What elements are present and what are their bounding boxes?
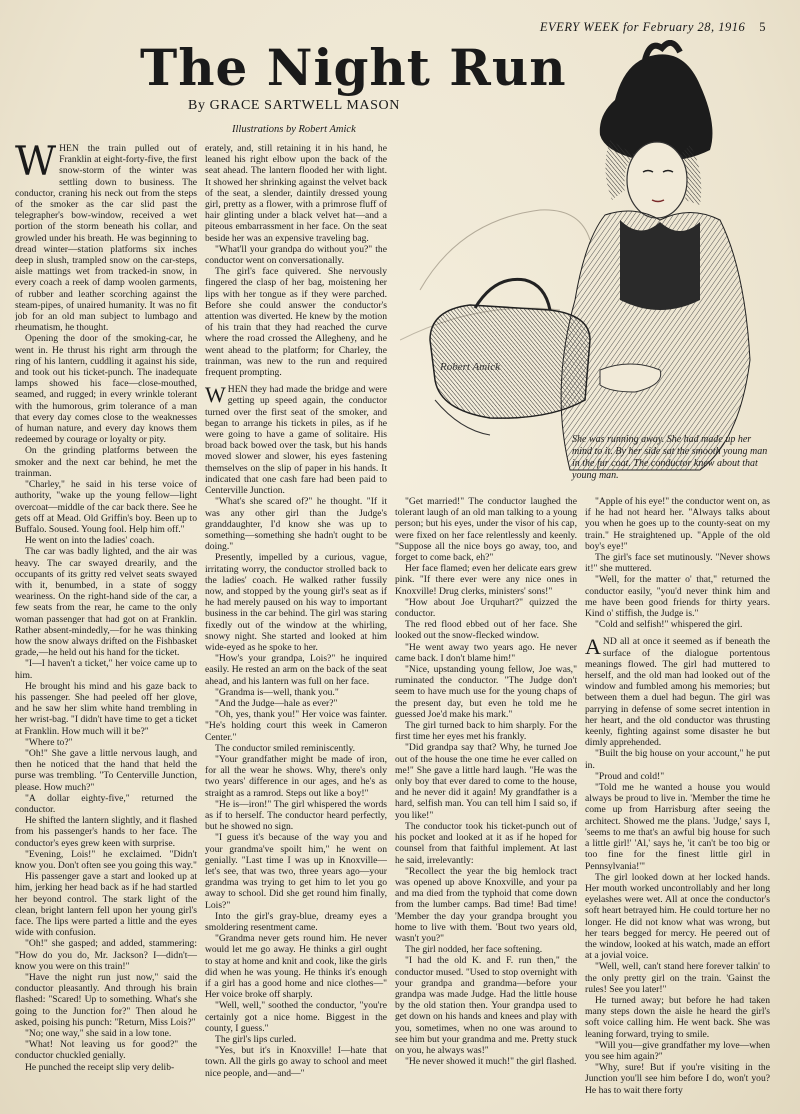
paragraph: "How about Joe Urquhart?" quizzed the conductor.: [395, 596, 577, 620]
paragraph: HEN the train pulled out of Franklin at eight-forty-five, the first snow-storm of the winter was settling down to business. The conductor, craning his neck out from the steps of the smoker as the car slid past the telegrapher's bow-window, received a wet portion of the storm beneath his collar, and growled under his breath. He was beginning to dread winter—station platforms six inches deep in slush, trampled snow on the car-steps, aisle mattings wet from tracked-in snow, in every coach a reek of damp woolen garments, of rubber and leather scorching against the steam-pipes, of unaired humanity. It was no fit job for an old man subject to lumbago and rheumatism, he thought.: [15, 143, 197, 334]
paragraph: "I—I haven't a ticket," her voice came up to him.: [15, 658, 197, 681]
paragraph: "A dollar eighty-five," returned the conductor.: [15, 792, 197, 815]
artist-signature: Robert Amick: [440, 361, 500, 373]
column-4: [585, 496, 770, 1101]
paragraph: The girl nodded, her face softening.: [405, 944, 543, 956]
running-header: [540, 20, 766, 35]
illustration-caption: She was running away. She had made up her mind to it. By her side sat the smooth young man in the fur coat. The conductor knew about that young man.: [572, 434, 768, 481]
header-text: EVERY WEEK for February 28, 1916: [539, 20, 746, 34]
paragraph: "Built the big house on your account," he put in.: [585, 748, 770, 771]
paragraph: "Did grandpa say that? Why, he turned Joe out of the house the one time he ever called on me!" She gave a little hard laugh. "He was the only boy that ever dared to come to the house, and he never did it again! My grandfather is a hard, selfish man. You can tell him I said so, if you like!": [395, 742, 577, 821]
paragraph: "Well, well," soothed the conductor, "you're certainly got a nice home. Biggest in the county, I guess.": [205, 1000, 387, 1034]
paragraph: "Why, sure! But if you're visiting in the Junction you'll see him before I do, won't you? He has to wait there forty: [585, 1062, 770, 1096]
section-drop-cap: W: [205, 382, 226, 408]
paragraph: ND all at once it seemed as if beneath the surface of the dialogue portentous meanings flowed. The girl had muttered to herself, and the old man had looked out of the window and fumbled among his memories; but between them a duel had begun. The girl was parrying in defense of some secret intention in her heart, and the old conductor was thrusting keenly, fighting against some disaster he but dimly apprehended.: [585, 636, 770, 749]
paragraph: Opening the door of the smoking-car, he went in. He thrust his right arm through the ring of his lantern, cuddling it against his side, and took out his ticket-punch. The inadequate lamps showed his face—close-mouthed, seamed, and rugged; in every wrinkle tolerant with the humorous, grim tolerance of a man that every day comes close to the weaknesses of human nature, and every day knows them redeemed by courage or loyalty or pity.: [15, 333, 197, 446]
paragraph: "And the Judge—hale as ever?": [215, 697, 338, 709]
paragraph: The red flood ebbed out of her face. She looked out the snow-flecked window.: [395, 619, 577, 642]
paragraph: "I guess it's because of the way you and your grandma've spoilt him," he went on genially. "Last time I was up in Knoxville—let's see, that was two, three years ago—your grandma was trying to get him to let you go away to school. Did she get round him finally, Lois?": [205, 832, 387, 911]
paragraph: "Where to?": [25, 736, 73, 748]
paragraph: The conductor smiled reminiscently.: [215, 742, 356, 754]
column-1: [15, 143, 197, 1103]
illustration-credit: Illustrations by Robert Amick: [232, 124, 356, 135]
paragraph: The conductor took his ticket-punch out of his pocket and looked at it as if he hoped for counsel from that faithful implement. At last he said, irrelevantly:: [395, 820, 577, 866]
paragraph: "Get married!" The conductor laughed the tolerant laugh of an old man talking to a young person; but his eyes, under the visor of his cap, were fixed on her face relentlessly and keenly. "Suppose all the nice boys go away, too, and forget to come back, eh?": [395, 496, 577, 564]
section-drop-cap: A: [585, 634, 601, 660]
paragraph: "Proud and cold!": [595, 770, 665, 782]
paragraph: "Your grandfather might be made of iron, for all the wear he shows. Why, there's only two years' difference in our ages, and he's as straight as a ramrod. Steps out like a boy!": [205, 753, 387, 799]
paragraph: The girl's face quivered. She nervously fingered the clasp of her bag, moistening her lips with her tongue as if they were parched. Before she could answer the conductor's attention was diverted. He knew by the motion of his train that they had reached the curve where the road crossed the Allegheny, and he went ahead to the platform; for Charley, the trainman, was new to the run and required frequent prompting.: [205, 266, 387, 379]
paragraph: He turned away; but before he had taken many steps down the aisle he heard the girl's soft voice calling him. He went back. She was leaning forward, trying to smile.: [585, 994, 770, 1040]
paragraph: "Nice, upstanding young fellow, Joe was," ruminated the conductor. "The Judge don't seem to have much use for the young chaps of the present day, but even he told me he guessed Joe'd make his mark.": [395, 664, 577, 720]
paragraph: "Apple of his eye!" the conductor went on, as if he had not heard her. "Always talks about you when he goes up to the county-seat on my train." He straightened up. "Apple of the old boy's eye!": [585, 496, 770, 552]
paragraph: erately, and, still retaining it in his hand, he leaned his right elbow upon the back of the seat ahead. The lantern flooded her with light. It showed her shrinking against the velvet back of the seat, a slender, daintily dressed young girl, pretty as a flower, with a primrose fluff of hair glinting under a black velvet hat—and a piteous embarrassment in her face. On the seat beside her was an expensive traveling bag.: [205, 143, 387, 244]
paragraph: "Charley," he said in his terse voice of authority, "wake up the young fellow—light overcoat—middle of the car back there. See he gets off at Mead. Old Griffin's boy. Been up to Buffalo. Soused. Young fool. Help him off.": [15, 479, 197, 535]
paragraph: "I had the old K. and F. run then," the conductor mused. "Used to stop overnight with your grandpa and grandma—before your grandpa was made Judge. Had the little house by the old station then. Your grandpa used to get down on his hands and knees and play with you, sometimes, when no one was around to see him but your grandma and me. Pretty stuck on you, he always was!": [395, 955, 577, 1056]
paragraph: "Yes, but it's in Knoxville! I—hate that town. All the girls go away to school and meet nice people, and—and—": [205, 1045, 387, 1079]
paragraph: "He is—iron!" The girl whispered the words as if to herself. The conductor heard perfectly, but he showed no sign.: [205, 798, 387, 833]
paragraph: He brought his mind and his gaze back to his passenger. She had peeled off her glove, and he saw her slim white hand trembling in her wrist-bag. "I didn't have time to get a ticket at Franklin. How much will it be?": [15, 680, 197, 737]
paragraph: "Recollect the year the big hemlock tract was opened up above Knoxville, and your pa and ma died from the typhoid that come down from the lumber camps. Bad time! Bad time! 'Member the day your grandpa brought you home to live with them. 'Bout two years old, wasn't you?": [395, 865, 577, 944]
paragraph: "Cold and selfish!" whispered the girl.: [595, 619, 743, 631]
paragraph: The car was badly lighted, and the air was heavy. The car swayed drearily, and the occupants of its gritty red velvet seats swayed with it, benumbed, in a state of soggy weariness. On the right-hand side of the car, a few seats from the rear, he came to the only woman passenger that had got on at Franklin. Rather absent-mindedly,—for he was thinking how the snow always drifted on the Fishbasket grade,—he held out his hand for the ticket.: [15, 546, 197, 659]
illustration-woman-in-hat: [400, 40, 760, 480]
paragraph: "Told me he wanted a house you would always be proud to live in. 'Member the time he come up from Harrisburg after seeing the architect. Showed me the plans. 'Judge,' says I, 'seems to me that's an awful big house for such a little girl!' 'Al,' says he, 'it can't be too big or too fine for the finest little girl in Pennsylvania!'": [585, 782, 770, 872]
paragraph: The girl turned back to him sharply. For the first time her eyes met his frankly.: [395, 720, 577, 743]
paragraph: "He went away two years ago. He never came back. I don't blame him!": [395, 641, 577, 664]
paragraph: On the grinding platforms between the smoker and the next car behind, he met the trainman.: [15, 445, 197, 479]
paragraph: Into the girl's gray-blue, dreamy eyes a smoldering resentment came.: [205, 910, 387, 934]
paragraph: "How's your grandpa, Lois?" he inquired easily. He rested an arm on the back of the seat ahead, and his lantern was full on her face.: [205, 653, 387, 687]
paragraph: "Oh!" She gave a little nervous laugh, and then he noticed that the hand that held the purse was trembling. "To Centerville Junction, please. How much?": [15, 747, 197, 793]
paragraph: He shifted the lantern slightly, and it flashed from his passenger's hands to her face. The conductor's eyes grew keen with surprise.: [15, 815, 197, 849]
paragraph: HEN they had made the bridge and were getting up speed again, the conductor turned over the first seat of the smoker, and began to arrange his tickets in piles, as if he were going to have a game of solitaire. His broad back bowed over the task, but his hands moved slower and slower, his eyes fastening themselves on the slip of paper in his hands. It indicated that one cash fare had been paid to Centerville Junction.: [205, 384, 387, 497]
paragraph: "Have the night run just now," said the conductor pleasantly. And through his brain flashed: "Scared! Up to something. What's she going to the Junction for?" Then aloud he asked, poising his punch: "Return, Miss Lois?": [15, 972, 197, 1028]
paragraph: "What's she scared of?" he thought. "If it was any other girl than the Judge's granddaughter, I'd know she was up to something—something she hadn't ought to be doing.": [205, 496, 387, 553]
paragraph: "Oh!" she gasped; and added, stammering: "How do you do, Mr. Jackson? I—didn't—know you were on this train!": [15, 938, 197, 972]
paragraph: "No; one way," she said in a low tone.: [25, 1028, 172, 1040]
drop-cap: W: [15, 143, 57, 185]
paragraph: "Well, well, can't stand here forever talkin' to the only pretty girl on the train. 'Gainst the rules! See you later!": [585, 961, 770, 995]
byline: By GRACE SARTWELL MASON: [188, 98, 400, 113]
paragraph: The girl looked down at her locked hands. Her mouth worked uncontrollably and her long eyelashes were wet. All at once the conductor's soft heart betrayed him. He could torture her no longer. He did not know what was wrong, but her tears begged for mercy. He peered out of the window, looked at his watch, made an effort at a jovial voice.: [585, 871, 770, 962]
paragraph: "Evening, Lois!" he exclaimed. "Didn't know you. Don't often see you going this way.": [15, 848, 197, 871]
paragraph: His passenger gave a start and looked up at him, jerking her head back as if he had startled her beyond control. The stark light of the clean, bright lantern fell upon her young girl's face. The lips were parted a little and the eyes wide with confusion.: [15, 871, 197, 939]
paragraph: The girl's face set mutinously. "Never shows it!" she muttered.: [585, 552, 770, 575]
paragraph: "Grandma is—well, thank you.": [215, 686, 339, 698]
column-2: [205, 143, 387, 1103]
paragraph: Her face flamed; even her delicate ears grew pink. "If there ever were any nice ones in Knoxville! Drug clerks, ministers' sons!": [395, 563, 577, 597]
paragraph: "Will you—give grandfather my love—when you see him again?": [585, 1039, 770, 1062]
paragraph: "Grandma never gets round him. He never would let me go away. He thinks a girl ought to stay at home and knit and cook, like the girls did when he was young. He thinks it's enough if a girl has a good home and nice clothes—" Her voice broke off sharply.: [205, 933, 387, 1001]
paragraph: "What'll your grandpa do without you?" the conductor went on conversationally.: [205, 243, 387, 267]
paragraph: "Well, for the matter o' that," returned the conductor easily, "you'd never think him and me have been good friends for thirty years. Kind o' stiffish, the Judge is.": [585, 574, 770, 620]
page-number: 5: [759, 20, 766, 34]
paragraph: "Oh, yes, thank you!" Her voice was fainter. "He's holding court this week in Cameron Center.": [205, 709, 387, 743]
paragraph: The girl's lips curled.: [215, 1034, 297, 1046]
column-3: [395, 496, 577, 1101]
paragraph: Presently, impelled by a curious, vague, irritating worry, the conductor strolled back to the ladies' coach. He walked rather fussily now, and stopped by the young girl's seat as if he had merely paused on his way to important business in the car behind. The girl was staring fixedly out of the window at the whirling, snowy night. She started and looked at him wide-eyed as he spoke to her.: [205, 552, 387, 653]
paragraph: He went on into the ladies' coach.: [25, 535, 155, 547]
article-title: The Night Run: [140, 38, 567, 97]
paragraph: "He never showed it much!" the girl flashed.: [405, 1056, 577, 1068]
paragraph: He punched the receipt slip very delib-: [25, 1061, 175, 1073]
paragraph: "What! Not leaving us for good?" the conductor chuckled genially.: [15, 1039, 197, 1062]
